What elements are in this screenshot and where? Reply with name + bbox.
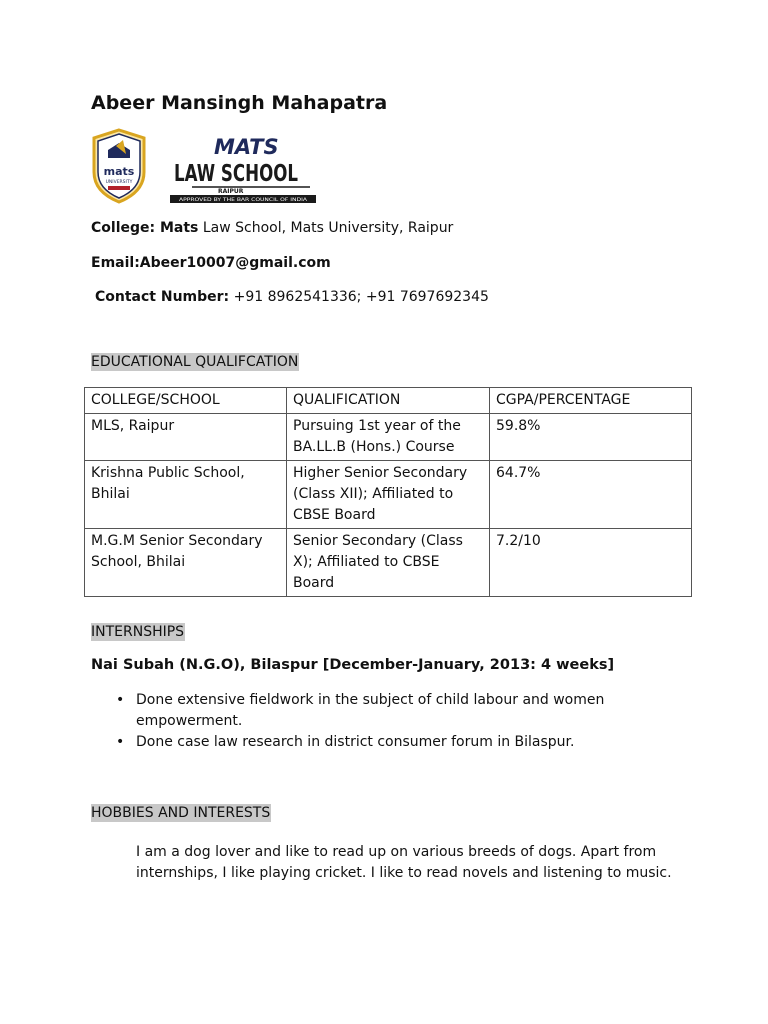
internships-heading: INTERNSHIPS [91, 624, 185, 640]
internship-list [112, 690, 672, 753]
law-logo-city: RAIPUR [218, 188, 244, 195]
list-item-text: Done case law research in district consumer forum in Bilaspur. [136, 734, 575, 750]
law-logo-approval: APPROVED BY THE BAR COUNCIL OF INDIA [179, 197, 308, 202]
university-logo-text: mats [103, 165, 135, 178]
law-logo-title: LAW SCHOOL [174, 161, 299, 187]
law-school-logo [170, 133, 316, 205]
law-logo-brand: MATS [214, 135, 279, 159]
contact-value: +91 8962541336; +91 7697692345 [229, 289, 489, 305]
table-cell: 64.7% [490, 461, 692, 529]
list-item [112, 732, 672, 753]
table-header-cell: COLLEGE/SCHOOL [85, 388, 287, 414]
college-label: College: Mats [91, 220, 199, 236]
table-cell: Senior Secondary (Class X); Affiliated to CBSE Board [287, 529, 490, 597]
contact-label: Contact Number: [95, 289, 230, 305]
table-header-cell: CGPA/PERCENTAGE [490, 388, 692, 414]
email-line: Email:Abeer10007@gmail.com [91, 255, 331, 271]
contact-line [95, 289, 489, 305]
internship-title: Nai Subah (N.G.O), Bilaspur [December-January, 2013: 4 weeks] [91, 657, 615, 673]
list-item [112, 690, 672, 732]
college-value: Law School, Mats University, Raipur [198, 220, 454, 236]
table-cell: MLS, Raipur [85, 414, 287, 461]
table-cell: Krishna Public School, Bhilai [85, 461, 287, 529]
table-cell: 7.2/10 [490, 529, 692, 597]
education-heading: EDUCATIONAL QUALIFCATION [91, 354, 299, 370]
education-table [84, 387, 692, 597]
table-cell: 59.8% [490, 414, 692, 461]
table-cell: M.G.M Senior Secondary School, Bhilai [85, 529, 287, 597]
candidate-name: Abeer Mansingh Mahapatra [91, 92, 388, 114]
table-row [85, 461, 692, 529]
hobbies-heading: HOBBIES AND INTERESTS [91, 805, 271, 821]
table-row [85, 529, 692, 597]
table-header-row [85, 388, 692, 414]
bullet-icon: • [116, 734, 125, 750]
hobbies-text: I am a dog lover and like to read up on various breeds of dogs. Apart from internships, I like playing cricket. I like to read novels and listening to music. [136, 844, 672, 881]
table-header-cell: QUALIFICATION [287, 388, 490, 414]
table-cell: Higher Senior Secondary (Class XII); Affiliated to CBSE Board [287, 461, 490, 529]
bullet-icon: • [116, 692, 125, 708]
table-cell: Pursuing 1st year of the BA.LL.B (Hons.) Course [287, 414, 490, 461]
table-row [85, 414, 692, 461]
university-logo-subtext: UNIVERSITY [105, 180, 133, 185]
college-line [91, 220, 453, 236]
university-logo [90, 128, 148, 204]
list-item-text: Done extensive fieldwork in the subject of child labour and women empowerment. [136, 692, 605, 729]
